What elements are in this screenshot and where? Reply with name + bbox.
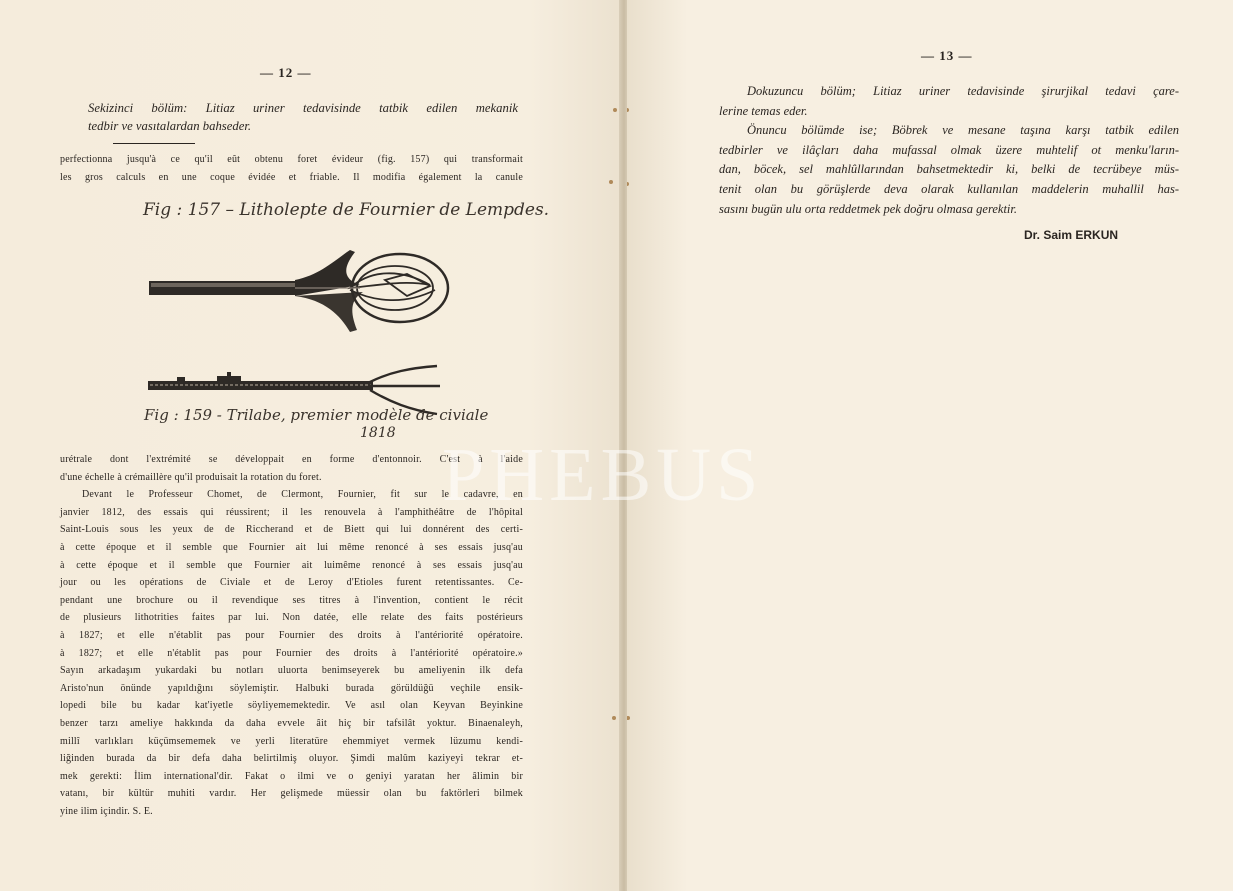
litholepte-illustration xyxy=(145,240,455,340)
page-number-12: — 12 — xyxy=(260,65,312,80)
text-line: perfectionna jusqu'à ce qu'il eût obtenu foret évideur (fig. 157) qui transformait xyxy=(60,154,523,165)
text-line: à cette époque et il semble que Fournier ait lui même renoncé à ses essais jusq'au xyxy=(60,541,523,553)
text-line: tenit olan bu görüşlerde deva olarak kullanılan maddelerin muhallil has- xyxy=(719,181,1179,196)
text-line: mek gerekti: İlim international'dir. Fakat o ilmi ve o geniyi yaratan her âlimin bir xyxy=(60,770,523,782)
text-line: liğinden burada da bir defa daha belirtilmiş oluyor. Şimdi malûm kaziyeyi tekrar et- xyxy=(60,753,523,765)
text-line: vatanı, bir kültür muhiti vardır. Her gelişmede müessir olan bu faktörleri bilmek xyxy=(60,788,523,800)
text-line: sasını bugün ulu orta reddetmek pek doğru olmasa gerektir. xyxy=(719,201,1017,216)
foxing-spot xyxy=(613,108,617,112)
watermark: PHEBUS xyxy=(442,433,764,517)
intro-line: tedbir ve vasıtalardan bahseder. xyxy=(88,119,252,133)
text-line: Sayın arkadaşım yukardaki bu notları uluorta benimseyerek bu ameliyenin ilk defa xyxy=(60,665,523,677)
figure-159-year: 1818 xyxy=(360,425,396,441)
text-line: lerine temas eder. xyxy=(719,103,808,118)
text-line: Önuncu bölümde ise; Böbrek ve mesane taşına karşı tatbik edilen xyxy=(747,123,1179,138)
top-french-text xyxy=(60,151,523,186)
separator-rule xyxy=(113,143,195,144)
foxing-spot xyxy=(627,108,629,112)
text-line: d'une échelle à crémaillère qu'il produisait la rotation du foret. xyxy=(60,471,322,483)
intro-line: Sekizinci bölüm: Litiaz uriner tedavisinde tatbik edilen mekanik xyxy=(88,101,518,115)
text-line: tedbirler ve ilâçları daha mufassal olmak üzere muhtelif ot menku'ların- xyxy=(719,142,1179,157)
text-line: Aristo'nun önünde yapıldığını söylemiştir. Halbuki burada görüldüğü veçhile ensik- xyxy=(60,682,523,694)
text-line: jour ou les opérations de Civiale et de Leroy d'Etioles furent retentissantes. Ce- xyxy=(60,577,523,589)
text-line: Dokuzuncu bölüm; Litiaz uriner tedavisinde şirurjikal tedavi çare- xyxy=(747,84,1179,98)
foxing-spot xyxy=(609,180,613,184)
intro-paragraph xyxy=(88,99,518,135)
foxing-spot xyxy=(612,716,616,720)
text-line: Devant le Professeur Chomet, de Clermont, Fournier, fit sur le cadavre, en xyxy=(82,489,523,501)
foxing-spot xyxy=(627,182,629,186)
text-line: à 1827; et elle n'établit pas pour Fournier des droits à l'antériorité opératoire.» xyxy=(60,647,523,659)
text-line: de plusieurs lithotrities faites par lui. Non datée, elle relate des faits postérieurs xyxy=(60,612,523,624)
text-line: à cette époque et il semble que Fournier ait luimême renoncé à ses essais jusq'au xyxy=(60,559,523,571)
signature: Dr. Saim ERKUN xyxy=(1024,228,1119,242)
text-line: dan, böcek, sel mahlûllarından bahsetmektedir ki, belki de tecrübeye müs- xyxy=(719,162,1179,177)
text-line: lopedi bile bu kadar kat'iyetle söyliyememektedir. Ve asıl olan Keyvan Beyinkine xyxy=(60,700,523,712)
right-body-text xyxy=(719,82,1179,219)
foxing-spot xyxy=(627,716,630,720)
text-line: millî varlıkları küçümsememek ve yerli literatüre ehemmiyet vermek lüzumu kendi- xyxy=(60,735,523,747)
text-line: pendant une brochure ou il revendique ses titres à l'invention, contient le récit xyxy=(60,594,523,606)
text-line: les gros calculs en une coque évidée et friable. Il modifia également la canule xyxy=(60,171,523,183)
text-line: yine ilim içindir. S. E. xyxy=(60,805,153,817)
text-line: janvier 1812, des essais qui réussirent; il les renouvela à l'amphithéâtre de l'hôpital xyxy=(60,506,523,518)
text-line: urétrale dont l'extrémité se développait en forme d'entonnoir. C'est à l'aide xyxy=(60,454,523,465)
figure-157-caption: Fig : 157 – Litholepte de Fournier de Lempdes. xyxy=(143,200,550,220)
figure-159-caption: Fig : 159 - Trilabe, premier modèle de civiale xyxy=(144,406,489,424)
text-line: Saint-Louis sous les yeux de de Riccherand et de Biett qui lui donnérent des certi- xyxy=(60,524,523,536)
text-line: à 1827; et elle n'établit pas pour Fournier des droits à l'antériorité opératoire. xyxy=(60,629,523,641)
text-line: benzer tarzı ameliye hakkında da daha evvele âit hiç bir tafsilât yoktur. Binaenaleyh, xyxy=(60,717,523,729)
page-number-13: — 13 — xyxy=(921,48,973,63)
